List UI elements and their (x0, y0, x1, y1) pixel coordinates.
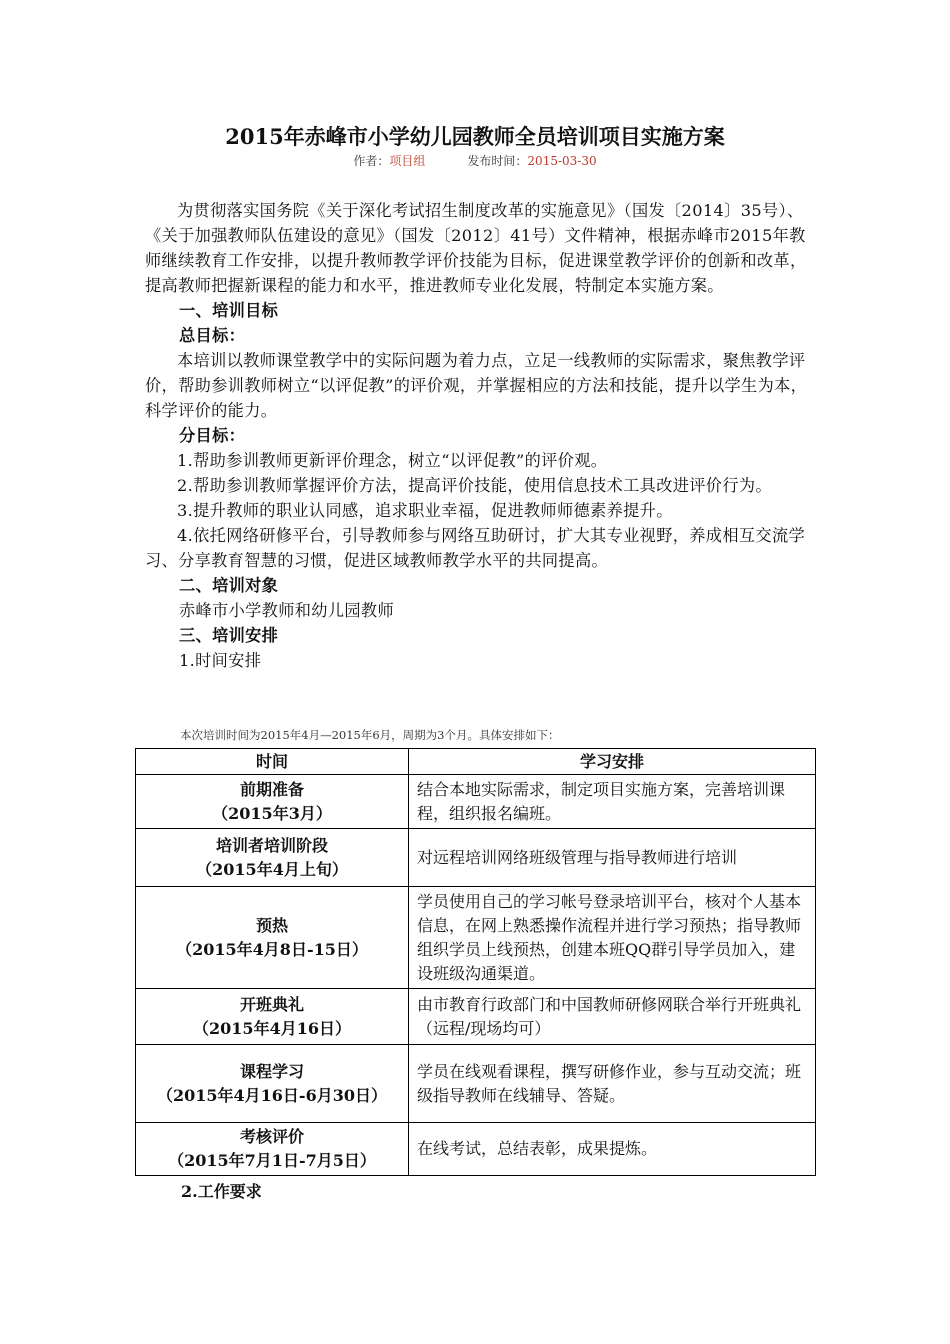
phase-name: 培训者培训阶段 (215, 835, 328, 855)
arrangement-cell: 由市教育行政部门和中国教师研修网联合举行开班典礼（远程/现场均可） (409, 989, 816, 1045)
sub-goal-label: 分目标： (179, 426, 246, 445)
schedule-table (135, 748, 816, 1176)
arrangement-cell: 学员使用自己的学习帐号登录培训平台，核对个人基本信息，在网上熟悉操作流程并进行学习预热；指导教师组织学员上线预热，创建本班QQ群引导学员加入，建设班级沟通渠道。 (409, 887, 816, 989)
arrangement-cell: 对远程培训网络班级管理与指导教师进行培训 (409, 829, 816, 887)
phase-date: （2015年4月上旬） (196, 859, 348, 879)
table-row (136, 829, 816, 887)
table-row (136, 887, 816, 989)
overall-goal-label: 总目标： (179, 326, 246, 345)
table-row (136, 1123, 816, 1176)
phase-date: （2015年4月8日-15日） (176, 939, 368, 959)
phase-name: 前期准备 (239, 779, 304, 799)
overall-goal-text: 本培训以教师课堂教学中的实际问题为着力点，立足一线教师的实际需求，聚焦教学评价，帮助参训教师树立“以评促教”的评价观，并掌握相应的方法和技能，提升以学生为本，科学评价的能力。 (145, 351, 808, 420)
time-cell (136, 887, 409, 989)
page-title: 2015年赤峰市小学幼儿园教师全员培训项目实施方案 (225, 124, 725, 149)
phase-date: （2015年4月16日-6月30日） (157, 1085, 387, 1105)
article-body (145, 198, 813, 673)
date-label: 发布时间： (467, 154, 528, 168)
sub-goal-item-2: 2.帮助参训教师掌握评价方法，提高评价技能，使用信息技术工具改进评价行为。 (177, 476, 772, 495)
author-value: 项目组 (389, 154, 426, 168)
header-arrangement: 学习安排 (409, 749, 816, 775)
sub-goal-item-1: 1.帮助参训教师更新评价理念，树立“以评促教”的评价观。 (177, 451, 608, 470)
phase-date: （2015年7月1日-7月5日） (168, 1151, 376, 1170)
table-header-row (136, 749, 816, 775)
arrangement-cell: 结合本地实际需求，制定项目实施方案，完善培训课程，组织报名编班。 (409, 775, 816, 829)
arrangement-cell: 学员在线观看课程，撰写研修作业，参与互动交流；班级指导教师在线辅导、答疑。 (409, 1045, 816, 1123)
time-cell (136, 775, 409, 829)
section-heading-arrangement: 三、培训安排 (179, 626, 279, 645)
phase-date: （2015年4月16日） (193, 1018, 351, 1038)
work-requirements-heading: 2.工作要求 (181, 1182, 262, 1201)
table-row (136, 989, 816, 1045)
author-label: 作者： (353, 154, 390, 168)
audience-text: 赤峰市小学教师和幼儿园教师 (179, 601, 394, 620)
time-cell (136, 1123, 409, 1176)
arrangement-cell: 在线考试，总结表彰，成果提炼。 (409, 1123, 816, 1176)
table-row (136, 775, 816, 829)
time-cell (136, 1045, 409, 1123)
schedule-note: 本次培训时间为2015年4月—2015年6月，周期为3个月。具体安排如下： (180, 728, 560, 742)
article-meta (0, 152, 950, 170)
time-cell (136, 989, 409, 1045)
table-row (136, 1045, 816, 1123)
phase-date: （2015年3月） (212, 803, 332, 823)
header-time: 时间 (136, 749, 409, 775)
section-heading-goals: 一、培训目标 (179, 301, 279, 320)
phase-name: 预热 (255, 915, 288, 935)
phase-name: 课程学习 (239, 1061, 304, 1081)
time-arrangement-heading: 1.时间安排 (179, 651, 262, 670)
intro-paragraph: 为贯彻落实国务院《关于深化考试招生制度改革的实施意见》（国发〔2014〕35号）、《关于加强教师队伍建设的意见》（国发〔2012〕41号）文件精神，根据赤峰市2015年教师继续教育工作安排，以提升教师教学评价技能为目标，促进课堂教学评价的创新和改革，提高教师把握新课程的能力和水平，推进教师专业化发展，特制定本实施方案。 (145, 201, 807, 295)
date-value: 2015-03-30 (527, 154, 597, 168)
phase-name: 考核评价 (239, 1127, 304, 1146)
section-heading-audience: 二、培训对象 (179, 576, 279, 595)
time-cell (136, 829, 409, 887)
sub-goal-item-3: 3.提升教师的职业认同感，追求职业幸福，促进教师师德素养提升。 (177, 501, 673, 520)
sub-goal-item-4: 4.依托网络研修平台，引导教师参与网络互助研讨，扩大其专业视野，养成相互交流学习、分享教育智慧的习惯，促进区域教师教学水平的共同提高。 (145, 526, 806, 570)
phase-name: 开班典礼 (239, 994, 304, 1014)
